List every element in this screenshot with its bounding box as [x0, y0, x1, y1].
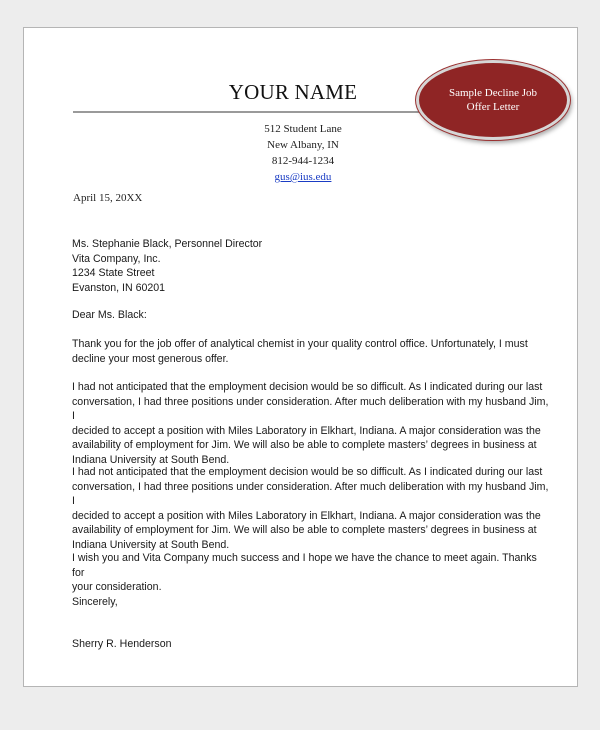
paragraph-line: Indiana University at South Bend. — [72, 538, 230, 551]
paragraph-line: Indiana University at South Bend. — [72, 453, 230, 466]
sender-name-heading: YOUR NAME — [228, 80, 358, 104]
address-city: New Albany, IN — [267, 139, 339, 151]
address-street: 512 Student Lane — [264, 123, 342, 135]
paragraph-2 — [72, 380, 550, 467]
paragraph-line: I had not anticipated that the employment decision would be so difficult. As I indicated during our last — [72, 381, 543, 393]
paragraph-line: availability of employment for Jim. We will also be able to complete masters’ degrees in business at — [72, 439, 537, 451]
paragraph-line: decided to accept a position with Miles Laboratory in Elkhart, Indiana. A major consideration was the — [72, 509, 541, 522]
letter-date: April 15, 20XX — [73, 192, 143, 204]
recipient-line: Evanston, IN 60201 — [72, 281, 166, 294]
paragraph-1 — [72, 337, 550, 366]
recipient-line: 1234 State Street — [72, 267, 155, 279]
recipient-address-block — [72, 237, 550, 295]
paragraph-line: conversation, I had three positions under consideration. After much deliberation with my husband Jim, I — [72, 395, 549, 422]
paragraph-line: Thank you for the job offer of analytical chemist in your quality control office. Unfortunately, I must — [72, 338, 528, 350]
salutation: Dear Ms. Black: — [72, 309, 147, 321]
header-divider — [73, 111, 423, 113]
paragraph-line: your consideration. — [72, 581, 162, 593]
paragraph-line: decline your most generous offer. — [72, 352, 229, 365]
sender-address-block — [0, 121, 600, 185]
paragraph-line: decided to accept a position with Miles Laboratory in Elkhart, Indiana. A major consideration was the — [72, 424, 541, 437]
badge-line-1: Sample Decline Job — [449, 87, 537, 99]
paragraph-4 — [72, 551, 550, 595]
recipient-line: Ms. Stephanie Black, Personnel Director — [72, 238, 263, 250]
address-phone: 812-944-1234 — [271, 155, 335, 167]
badge-line-2: Offer Letter — [466, 101, 520, 113]
paragraph-line: conversation, I had three positions under consideration. After much deliberation with my husband Jim, I — [72, 480, 549, 507]
paragraph-line: I wish you and Vita Company much success and I hope we have the chance to meet again. Thanks for — [72, 552, 537, 579]
paragraph-line: availability of employment for Jim. We will also be able to complete masters’ degrees in business at — [72, 524, 537, 536]
paragraph-3 — [72, 465, 550, 552]
paragraph-line: I had not anticipated that the employment decision would be so difficult. As I indicated during our last — [72, 466, 543, 478]
email-link[interactable]: gus@ius.edu — [274, 171, 332, 183]
closing: Sincerely, — [72, 596, 118, 608]
recipient-line: Vita Company, Inc. — [72, 252, 161, 265]
signature-name: Sherry R. Henderson — [72, 638, 172, 650]
